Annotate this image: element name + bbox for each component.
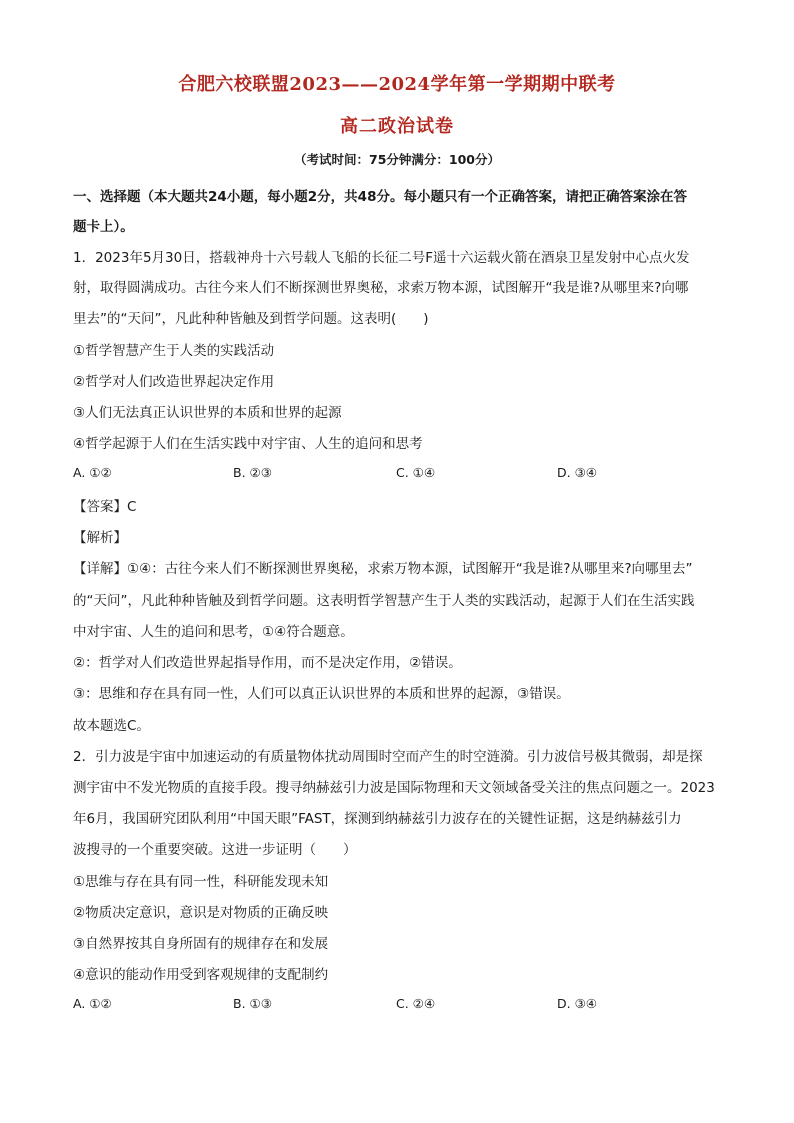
- q1-option-d: D. ③④: [557, 465, 597, 480]
- q1-statement: ④哲学起源于人们在生活实践中对宇宙、人生的追问和思考: [73, 436, 423, 452]
- q2-statement: ④意识的能动作用受到客观规律的支配制约: [73, 967, 329, 983]
- q1-statement: ①哲学智慧产生于人类的实践活动: [73, 343, 275, 359]
- q1-statement: ③人们无法真正认识世界的本质和世界的起源: [73, 405, 342, 421]
- q1-stem-line: 射，取得圆满成功。古往今来人们不断探测世界奥秘，求索万物本源，试图解开“我是谁?从哪里来?向哪: [73, 280, 689, 296]
- exam-info: （考试时间：75分钟满分：100分）: [294, 152, 500, 167]
- q1-answer: 【答案】C: [73, 499, 137, 515]
- q2-statement: ③自然界按其自身所固有的规律存在和发展: [73, 936, 329, 952]
- q2-stem-line: 2．引力波是宇宙中加速运动的有质量物体扰动周围时空而产生的时空涟漪。引力波信号极其微弱，却是探: [73, 749, 703, 765]
- section-heading-line2: 题卡上）。: [73, 219, 134, 235]
- q2-stem-line: 波搜寻的一个重要突破。这进一步证明（ ）: [73, 842, 357, 858]
- q2-option-b: B. ①③: [233, 996, 272, 1011]
- q2-option-c: C. ②④: [396, 996, 436, 1011]
- q1-stem-line: 1．2023年5月30日，搭载神舟十六号载人飞船的长征二号F遥十六运载火箭在酒泉卫星发射中心点火发: [73, 250, 690, 266]
- q1-analysis-line: 故本题选C。: [73, 718, 150, 734]
- q1-statement: ②哲学对人们改造世界起决定作用: [73, 374, 275, 390]
- q1-option-a: A. ①②: [73, 465, 112, 480]
- q2-option-d: D. ③④: [557, 996, 597, 1011]
- exam-title: 合肥六校联盟2023——2024学年第一学期期中联考: [178, 74, 616, 95]
- q2-statement: ②物质决定意识，意识是对物质的正确反映: [73, 905, 329, 921]
- q1-analysis-line: 【详解】①④：古往今来人们不断探测世界奥秘，求索万物本源，试图解开“我是谁?从哪里来?向哪里去”: [73, 561, 693, 577]
- section-heading-line1: 一、选择题（本大题共24小题，每小题2分，共48分。每小题只有一个正确答案，请把正确答案涂在答: [73, 189, 687, 205]
- q1-analysis-line: ③：思维和存在具有同一性，人们可以真正认识世界的本质和世界的起源，③错误。: [73, 686, 570, 702]
- q1-option-b: B. ②③: [233, 465, 272, 480]
- q1-analysis-label: 【解析】: [73, 530, 127, 546]
- exam-subtitle: 高二政治试卷: [340, 116, 454, 137]
- q1-analysis-line: ②：哲学对人们改造世界起指导作用，而不是决定作用，②错误。: [73, 655, 462, 671]
- q2-option-a: A. ①②: [73, 996, 112, 1011]
- q1-option-c: C. ①④: [396, 465, 436, 480]
- q2-statement: ①思维与存在具有同一性，科研能发现未知: [73, 874, 329, 890]
- q1-stem-line: 里去”的“天问”，凡此种种皆触及到哲学问题。这表明( ): [73, 311, 429, 327]
- q2-stem-line: 年6月，我国研究团队利用“中国天眼”FAST，探测到纳赫兹引力波存在的关键性证据，这是纳赫兹引力: [73, 811, 682, 827]
- q1-analysis-line: 的“天问”，凡此种种皆触及到哲学问题。这表明哲学智慧产生于人类的实践活动，起源于人们在生活实践: [73, 593, 695, 609]
- q2-stem-line: 测宇宙中不发光物质的直接手段。搜寻纳赫兹引力波是国际物理和天文领域备受关注的焦点问题之一。2023: [73, 780, 715, 796]
- q1-analysis-line: 中对宇宙、人生的追问和思考，①④符合题意。: [73, 624, 354, 640]
